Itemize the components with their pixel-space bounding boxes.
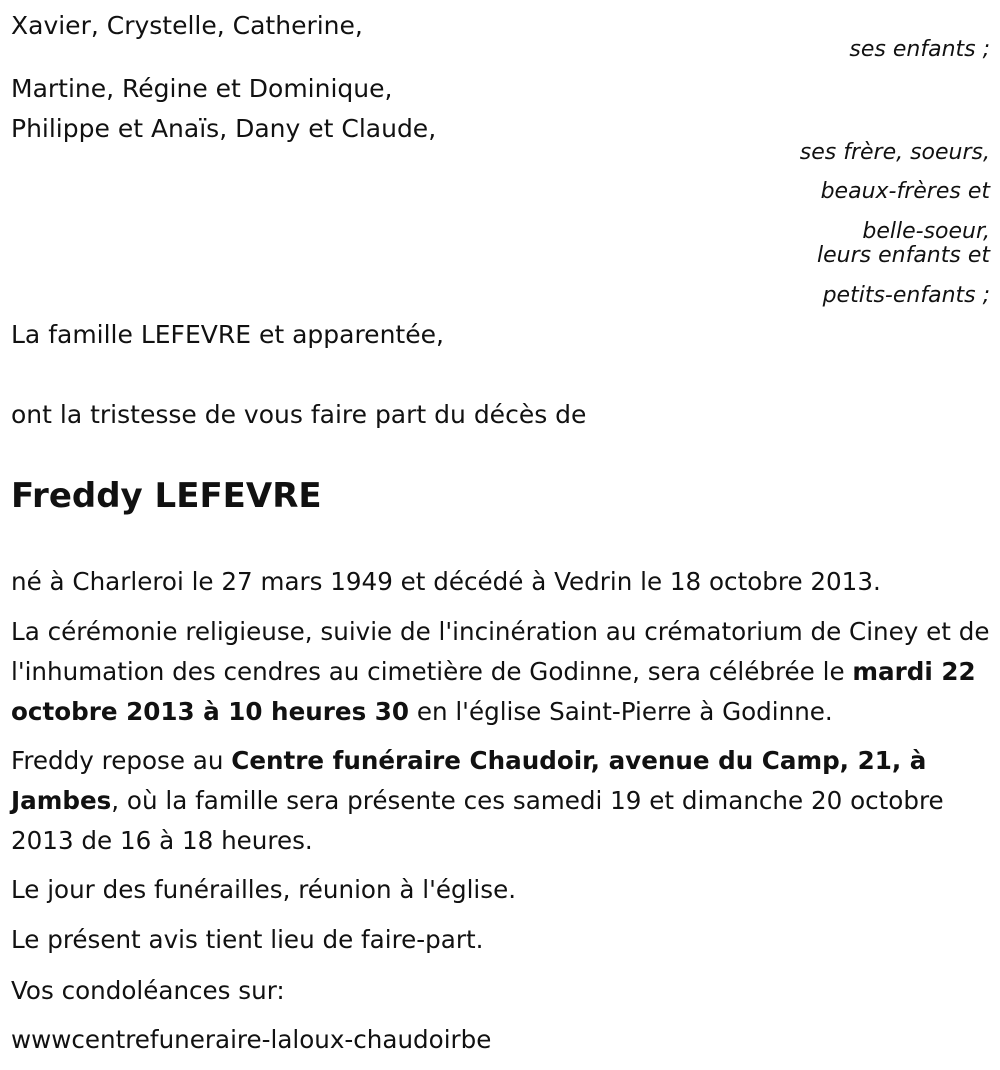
siblings-role-3: belle-soeur, (862, 219, 990, 244)
repose-intro: Freddy repose au (11, 746, 232, 775)
siblings-role-5: petits-enfants ; (822, 283, 990, 308)
birth-death-text: né à Charleroi le 27 mars 1949 et décédé à Vedrin le 18 octobre 2013. (11, 567, 881, 596)
siblings-line-1: Martine, Régine et Dominique, (11, 74, 393, 103)
condolences-url: wwwcentrefuneraire-laloux-chaudoirbe (11, 1025, 492, 1054)
ceremony-intro: La cérémonie religieuse, suivie de l'incinération au crématorium de Ciney et de l'inhumation des cendres au cimetière de Godinne, sera célébrée le (11, 617, 990, 686)
deceased-name: Freddy LEFEVRE (11, 476, 322, 516)
notice-text: Le présent avis tient lieu de faire-part. (11, 925, 484, 954)
funeral-day-text: Le jour des funérailles, réunion à l'église. (11, 875, 517, 904)
announcement-text: ont la tristesse de vous faire part du décès de (11, 400, 587, 429)
siblings-role-2: beaux-frères et (820, 179, 990, 204)
ceremony-datetime: mardi 22 octobre 2013 à 10 heures 30 (11, 657, 976, 726)
repose-paragraph (11, 741, 991, 861)
children-role: ses enfants ; (849, 37, 990, 62)
siblings-role-4: leurs enfants et (817, 243, 990, 268)
siblings-line-2: Philippe et Anaïs, Dany et Claude, (11, 114, 437, 143)
ceremony-paragraph (11, 612, 991, 732)
ceremony-place: en l'église Saint-Pierre à Godinne. (409, 697, 833, 726)
condolences-label: Vos condoléances sur: (11, 976, 285, 1005)
extended-family: La famille LEFEVRE et apparentée, (11, 320, 444, 349)
siblings-role-1: ses frère, soeurs, (799, 140, 990, 165)
repose-details: , où la famille sera présente ces samedi 19 et dimanche 20 octobre 2013 de 16 à 18 heures. (11, 786, 944, 855)
children-names: Xavier, Crystelle, Catherine, (11, 11, 363, 40)
repose-location: Centre funéraire Chaudoir, avenue du Camp, 21, à Jambes (11, 746, 927, 815)
